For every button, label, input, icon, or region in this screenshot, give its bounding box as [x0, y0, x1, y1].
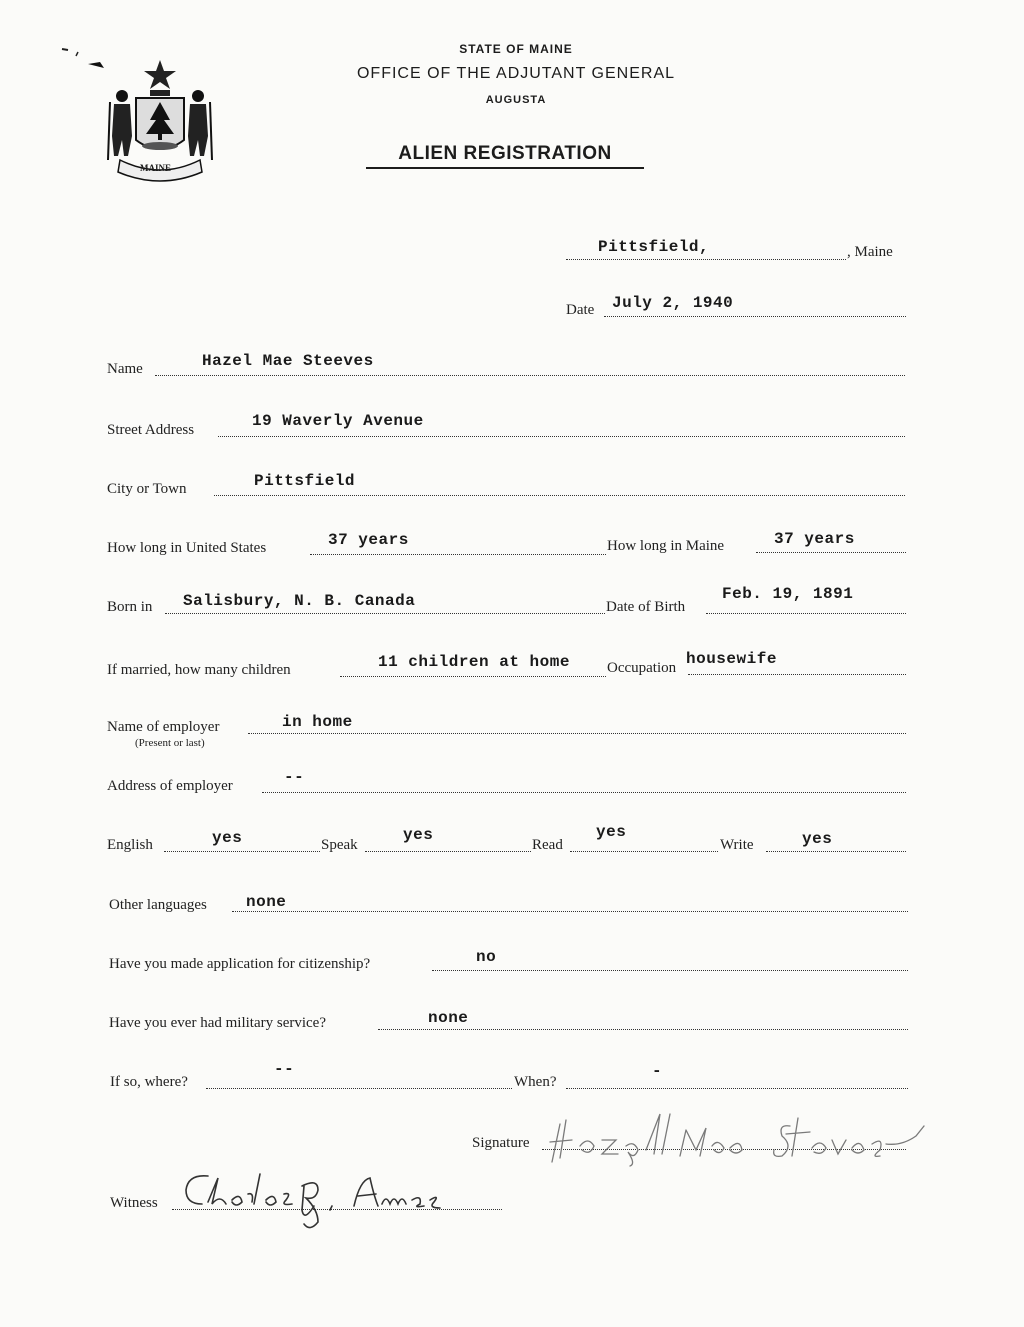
other-languages-label: Other languages — [109, 897, 207, 913]
witness-handwriting — [168, 1166, 468, 1238]
occupation-label: Occupation — [607, 660, 677, 676]
military-label: Have you ever had military service? — [109, 1015, 326, 1031]
born-in-label: Born in — [107, 599, 153, 615]
city-label: City or Town — [107, 481, 187, 497]
street-value: 19 Waverly Avenue — [252, 412, 424, 430]
location-suffix: , Maine — [847, 244, 893, 260]
born-in-value: Salisbury, N. B. Canada — [183, 592, 416, 610]
citizenship-value: no — [476, 948, 497, 966]
how-long-us-label: How long in United States — [107, 540, 267, 556]
seal-name-banner: MAINE — [140, 163, 171, 173]
employer-label: Name of employer — [107, 719, 220, 735]
how-long-us-value: 37 years — [328, 531, 409, 549]
write-value: yes — [802, 830, 833, 848]
location-line — [566, 259, 846, 260]
speak-label: Speak — [321, 837, 358, 853]
street-line — [218, 436, 905, 437]
date-line — [604, 316, 906, 317]
english-line — [164, 851, 320, 852]
when-label: When? — [514, 1074, 557, 1090]
employer-line — [248, 733, 906, 734]
name-line — [155, 375, 905, 376]
where-line — [206, 1088, 512, 1089]
city-line — [214, 495, 905, 496]
other-languages-value: none — [246, 893, 287, 911]
dob-value: Feb. 19, 1891 — [722, 585, 854, 603]
children-label: If married, how many children — [107, 662, 291, 678]
occupation-value: housewife — [686, 650, 777, 668]
signature-label: Signature — [472, 1135, 530, 1151]
name-label: Name — [107, 361, 143, 377]
how-long-maine-label: How long in Maine — [607, 538, 725, 554]
read-value: yes — [596, 823, 627, 841]
when-value: - — [652, 1062, 663, 1080]
read-line — [570, 851, 718, 852]
citizenship-line — [432, 970, 908, 971]
when-line — [566, 1088, 908, 1089]
english-label: English — [107, 837, 153, 853]
header-city: AUGUSTA — [485, 94, 547, 106]
dob-line — [706, 613, 906, 614]
other-languages-line — [232, 911, 908, 912]
born-in-line — [165, 613, 605, 614]
header-office: OFFICE OF THE ADJUTANT GENERAL — [356, 65, 676, 82]
military-value: none — [428, 1009, 469, 1027]
employer-address-value: -- — [284, 768, 305, 786]
witness-label: Witness — [110, 1195, 158, 1211]
children-line — [340, 676, 606, 677]
date-value: July 2, 1940 — [612, 294, 734, 312]
employer-address-label: Address of employer — [107, 778, 233, 794]
citizenship-label: Have you made application for citizenship? — [109, 956, 371, 972]
form-title: ALIEN REGISTRATION — [366, 143, 644, 169]
dob-label: Date of Birth — [606, 599, 686, 615]
header-state: STATE OF MAINE — [459, 42, 573, 56]
military-line — [378, 1029, 908, 1030]
english-value: yes — [212, 829, 243, 847]
employer-address-line — [262, 792, 906, 793]
children-value: 11 children at home — [378, 653, 570, 671]
occupation-line — [688, 674, 906, 675]
name-value: Hazel Mae Steeves — [202, 352, 374, 370]
location-value: Pittsfield, — [598, 238, 710, 256]
write-label: Write — [720, 837, 754, 853]
read-label: Read — [532, 837, 563, 853]
date-label: Date — [566, 302, 595, 318]
where-value: -- — [274, 1060, 295, 1078]
how-long-maine-value: 37 years — [774, 530, 855, 548]
city-value: Pittsfield — [254, 472, 356, 490]
signature-handwriting — [546, 1106, 938, 1168]
employer-value: in home — [282, 713, 353, 731]
employer-sublabel: (Present or last) — [135, 737, 205, 749]
where-label: If so, where? — [110, 1074, 188, 1090]
how-long-us-line — [310, 554, 606, 555]
speak-value: yes — [403, 826, 434, 844]
write-line — [766, 851, 906, 852]
street-label: Street Address — [107, 422, 195, 438]
speak-line — [365, 851, 531, 852]
how-long-maine-line — [756, 552, 906, 553]
